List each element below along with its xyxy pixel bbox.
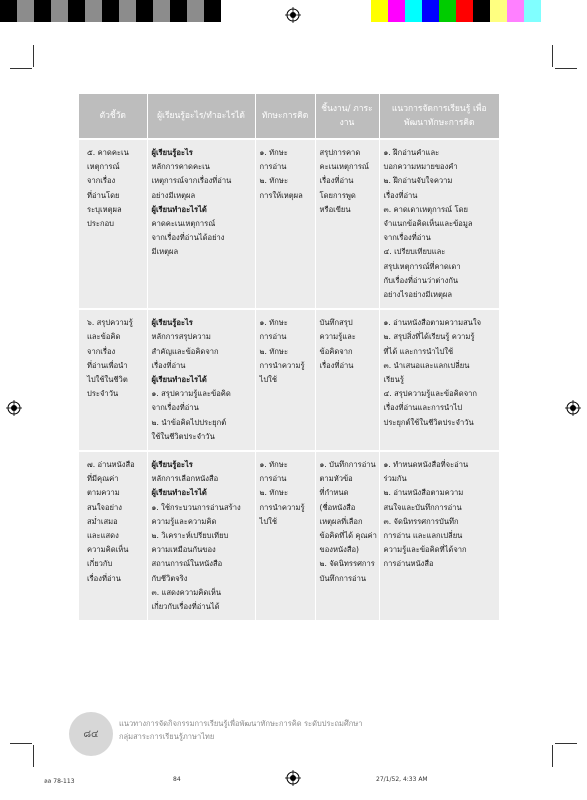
cell-line: อย่างมีเหตุผล <box>151 190 196 200</box>
cell-line: ๒. ทักษะ <box>259 176 289 186</box>
table-cell-c4 <box>315 139 379 309</box>
cell-line: ๑. บันทึกการอ่าน <box>319 460 376 470</box>
cell-line: ที่อ่านโดย <box>87 190 120 200</box>
table-cell-c3 <box>255 139 315 309</box>
registration-mark-icon <box>6 400 22 416</box>
cell-line: ๔. เปรียบเทียบและ <box>383 247 446 257</box>
cell-line: ผู้เรียนทำอะไรได้ <box>151 204 207 214</box>
cell-line: ๒. ทักษะ <box>259 488 289 498</box>
cell-line: ๓. จัดนิทรรศการบันทึก <box>383 516 459 526</box>
cell-line: การอ่าน <box>259 162 287 172</box>
cell-line: เหตุผลที่เลือก <box>319 516 363 526</box>
cell-line: ๓. แสดงความคิดเห็น <box>151 587 222 597</box>
cell-line: ๑. ทักษะ <box>259 148 288 157</box>
cell-line: ที่อ่านเพื่อนำ <box>87 360 128 370</box>
registration-swatch <box>85 0 102 22</box>
cell-line: จำแนกข้อคิดเห็นและข้อมูล <box>383 219 473 229</box>
curriculum-table <box>79 94 499 620</box>
cell-line: ๒. จัดนิทรรศการ <box>319 559 375 569</box>
page-number: ๘๔ <box>83 728 99 740</box>
cell-line: เกี่ยวกับเรื่องที่อ่านได้ <box>151 602 220 612</box>
cell-line: เกี่ยวกับ <box>87 559 113 569</box>
color-swatch <box>507 0 524 22</box>
footer-title: แนวทางการจัดกิจกรรมการเรียนรู้เพื่อพัฒนาทักษะการคิด ระดับประถมศึกษา <box>119 719 363 728</box>
cell-line: หลักการเลือกหนังสือ <box>151 474 219 484</box>
cell-line: บันทึกสรุป <box>319 318 353 328</box>
page-number-badge <box>69 712 113 756</box>
header-workpiece: ชิ้นงาน/ ภาระงาน <box>315 94 379 139</box>
cell-line: เรื่องที่อ่าน <box>151 360 186 370</box>
crop-mark <box>33 45 34 67</box>
cell-line: ไปใช้ <box>259 375 278 385</box>
cell-line: ผู้เรียนรู้อะไร <box>151 460 193 470</box>
cell-line: เหตุการณ์จากเรื่องที่อ่าน <box>151 176 232 186</box>
registration-swatch <box>187 0 204 22</box>
cell-line: ๑. สรุปความรู้และข้อคิด <box>151 389 231 399</box>
cell-line: สำคัญและข้อคิดจาก <box>151 346 219 356</box>
cell-line: ๓. คาดเดาเหตุการณ์ โดย <box>383 204 468 214</box>
cell-line: ความคิดเห็น <box>87 545 129 555</box>
footer-subject: กลุ่มสาระการเรียนรู้ภาษาไทย <box>119 732 215 741</box>
header-thinking-skill: ทักษะการคิด <box>255 94 315 139</box>
cell-line: การอ่าน <box>259 474 287 484</box>
table-cell-c1 <box>79 139 147 309</box>
cell-line: ผู้เรียนทำอะไรได้ <box>151 375 207 385</box>
cell-line: ความรู้และ <box>319 332 356 342</box>
cell-line: จากเรื่องที่อ่านได้อย่าง <box>151 233 225 243</box>
crop-mark <box>555 743 577 744</box>
cell-line: ผู้เรียนรู้อะไร <box>151 318 193 328</box>
registration-swatch <box>0 0 17 22</box>
table-row <box>79 309 499 451</box>
cell-line: เรียนรู้ <box>383 375 404 385</box>
cell-line: เรื่องที่อ่าน <box>319 176 354 186</box>
cell-line: การอ่านหนังสือ <box>383 559 434 569</box>
cell-line: สถานการณ์ในหนังสือ <box>151 559 223 569</box>
cell-line: ตามความ <box>87 488 120 498</box>
registration-bar <box>0 0 221 22</box>
cell-line: ๑. ทักษะ <box>259 460 288 470</box>
cell-line: สนใจอย่าง <box>87 502 122 512</box>
color-swatch <box>456 0 473 22</box>
cell-line: ๒. อ่านหนังสือตามความ <box>383 488 464 498</box>
crop-mark <box>552 745 553 767</box>
cell-line: การนำความรู้ <box>259 360 305 370</box>
cell-line: (ชื่อหนังสือ <box>319 502 356 512</box>
color-swatch <box>524 0 541 22</box>
cell-line: โดยการพูด <box>319 190 356 200</box>
cell-line: หลักการคาดคะเน <box>151 162 210 172</box>
header-indicator: ตัวชี้วัด <box>79 94 147 139</box>
registration-swatch <box>102 0 119 22</box>
cell-line: ข้อคิดที่ได้ คุณค่า <box>319 531 377 541</box>
cell-line: ที่กำหนด <box>319 488 349 498</box>
header-learning: ผู้เรียนรู้อะไร/ทำอะไรได้ <box>147 94 255 139</box>
color-bar <box>371 0 541 22</box>
color-swatch <box>473 0 490 22</box>
cell-line: ไปใช้ในชีวิต <box>87 375 128 385</box>
cell-line: ระบุเหตุผล <box>87 204 122 214</box>
cell-line: สนใจและบันทึกการอ่าน <box>383 502 462 512</box>
registration-mark-icon <box>565 400 581 416</box>
header-teaching-approach: แนวการจัดการเรียนรู้ เพื่อพัฒนาทักษะการคิด <box>379 94 499 139</box>
registration-swatch <box>170 0 187 22</box>
table-cell-c2 <box>147 309 255 451</box>
registration-swatch <box>17 0 34 22</box>
cell-line: ๓. นำเสนอและแลกเปลี่ยน <box>383 360 470 370</box>
cell-line: เรื่องที่อ่าน <box>87 573 121 583</box>
cell-line: ใช้ในชีวิตประจำวัน <box>151 431 215 441</box>
cell-line: ความรู้และความคิด <box>151 516 217 526</box>
cell-line: บอกความหมายของคำ <box>383 162 458 172</box>
cell-line: กับเรื่องที่อ่านว่าต่างกัน <box>383 275 459 285</box>
cell-line: ๖. สรุปความรู้ <box>87 318 133 328</box>
cell-line: ความรู้และข้อคิดที่ได้จาก <box>383 545 467 555</box>
slug-file: ลล 78-113 <box>44 778 75 785</box>
cell-line: กับชีวิตจริง <box>151 573 188 583</box>
cell-line: ๔. สรุปความรู้และข้อคิดจาก <box>383 389 478 399</box>
cell-line: ประยุกต์ใช้ในชีวิตประจำวัน <box>383 417 474 427</box>
cell-line: เหตุการณ์ <box>87 162 120 172</box>
cell-line: ประกอบ <box>87 219 114 229</box>
table-cell-c2 <box>147 451 255 620</box>
cell-line: หรือเขียน <box>319 204 351 214</box>
cell-line: ร่วมกัน <box>383 474 407 484</box>
cell-line: หลักการสรุปความ <box>151 332 211 342</box>
table-cell-c3 <box>255 451 315 620</box>
cell-line: มีเหตุผล <box>151 247 179 257</box>
registration-swatch <box>153 0 170 22</box>
cell-line: ๕. คาดคะเน <box>87 148 129 157</box>
color-swatch <box>388 0 405 22</box>
color-swatch <box>490 0 507 22</box>
table-cell-c1 <box>79 309 147 451</box>
cell-line: ๑. ฝึกอ่านคำและ <box>383 148 440 157</box>
registration-swatch <box>51 0 68 22</box>
cell-line: คะเนเหตุการณ์ <box>319 162 369 172</box>
color-swatch <box>439 0 456 22</box>
slug-page: 84 <box>173 776 181 783</box>
cell-line: ๒. สรุปสิ่งที่ได้เรียนรู้ ความรู้ <box>383 332 475 342</box>
table-cell-c5 <box>379 139 499 309</box>
cell-line: จากเรื่องที่อ่าน <box>151 403 199 413</box>
cell-line: และข้อคิด <box>87 332 121 342</box>
cell-line: ๑. ใช้กระบวนการอ่านสร้าง <box>151 502 241 512</box>
crop-mark <box>33 745 34 767</box>
table-cell-c1 <box>79 451 147 620</box>
cell-line: ผู้เรียนรู้อะไร <box>151 148 193 157</box>
cell-line: ๒. นำข้อคิดไปประยุกต์ <box>151 417 227 427</box>
cell-line: ความเหมือนกันของ <box>151 545 216 555</box>
cell-line: ตามหัวข้อ <box>319 474 353 484</box>
table-header-row <box>79 94 499 139</box>
registration-swatch <box>136 0 153 22</box>
cell-line: ที่มีคุณค่า <box>87 474 119 484</box>
registration-swatch <box>204 0 221 22</box>
cell-line: ประจำวัน <box>87 389 119 399</box>
color-swatch <box>371 0 388 22</box>
table-cell-c2 <box>147 139 255 309</box>
registration-mark-icon <box>285 770 301 786</box>
cell-line: เรื่องที่อ่าน <box>319 360 354 370</box>
table-row <box>79 451 499 620</box>
cell-line: สรุปการคาด <box>319 148 361 157</box>
cell-line: ๒. ฝึกอ่านจับใจความ <box>383 176 453 186</box>
crop-mark <box>10 743 32 744</box>
cell-line: การอ่าน และแลกเปลี่ยน <box>383 531 463 541</box>
cell-line: และแสดง <box>87 531 119 541</box>
cell-line: สรุปเหตุการณ์ที่คาดเดา <box>383 261 461 271</box>
cell-line: ๗. อ่านหนังสือ <box>87 460 135 470</box>
cell-line: จากเรื่อง <box>87 346 116 356</box>
cell-line: ไปใช้ <box>259 516 278 526</box>
color-swatch <box>405 0 422 22</box>
cell-line: ผู้เรียนทำอะไรได้ <box>151 488 207 498</box>
registration-swatch <box>34 0 51 22</box>
cell-line: ๒. วิเคราะห์เปรียบเทียบ <box>151 531 229 541</box>
cell-line: การอ่าน <box>259 332 287 342</box>
cell-line: การนำความรู้ <box>259 502 305 512</box>
cell-line: ๑. ทำหนดหนังสือที่จะอ่าน <box>383 460 469 470</box>
registration-swatch <box>68 0 85 22</box>
cell-line: คาดคะเนเหตุการณ์ <box>151 219 216 229</box>
table-cell-c5 <box>379 451 499 620</box>
cell-line: เรื่องที่อ่านและการนำไป <box>383 403 463 413</box>
table-cell-c5 <box>379 309 499 451</box>
cell-line: ที่ได้ และการนำไปใช้ <box>383 346 454 356</box>
table-cell-c4 <box>315 309 379 451</box>
cell-line: ๒. ทักษะ <box>259 346 289 356</box>
cell-line: จากเรื่อง <box>87 176 116 186</box>
cell-line: จากเรื่องที่อ่าน <box>383 233 431 243</box>
registration-swatch <box>119 0 136 22</box>
cell-line: อย่างไรอย่างมีเหตุผล <box>383 290 453 300</box>
cell-line: ๑. ทักษะ <box>259 318 288 328</box>
cell-line: เรื่องที่อ่าน <box>383 190 418 200</box>
cell-line: สม่ำเสมอ <box>87 516 118 526</box>
table-cell-c3 <box>255 309 315 451</box>
crop-mark <box>555 68 577 69</box>
cell-line: ๑. อ่านหนังสือตามความสนใจ <box>383 318 482 328</box>
registration-mark-icon <box>285 7 301 23</box>
cell-line: การให้เหตุผล <box>259 190 303 200</box>
color-swatch <box>422 0 439 22</box>
cell-line: บันทึกการอ่าน <box>319 573 367 583</box>
crop-mark <box>10 68 32 69</box>
slug-datetime: 27/1/52, 4:33 AM <box>376 776 428 783</box>
table-row <box>79 139 499 309</box>
cell-line: ของหนังสือ) <box>319 545 360 555</box>
table-cell-c4 <box>315 451 379 620</box>
cell-line: ข้อคิดจาก <box>319 346 353 356</box>
crop-mark <box>552 45 553 67</box>
